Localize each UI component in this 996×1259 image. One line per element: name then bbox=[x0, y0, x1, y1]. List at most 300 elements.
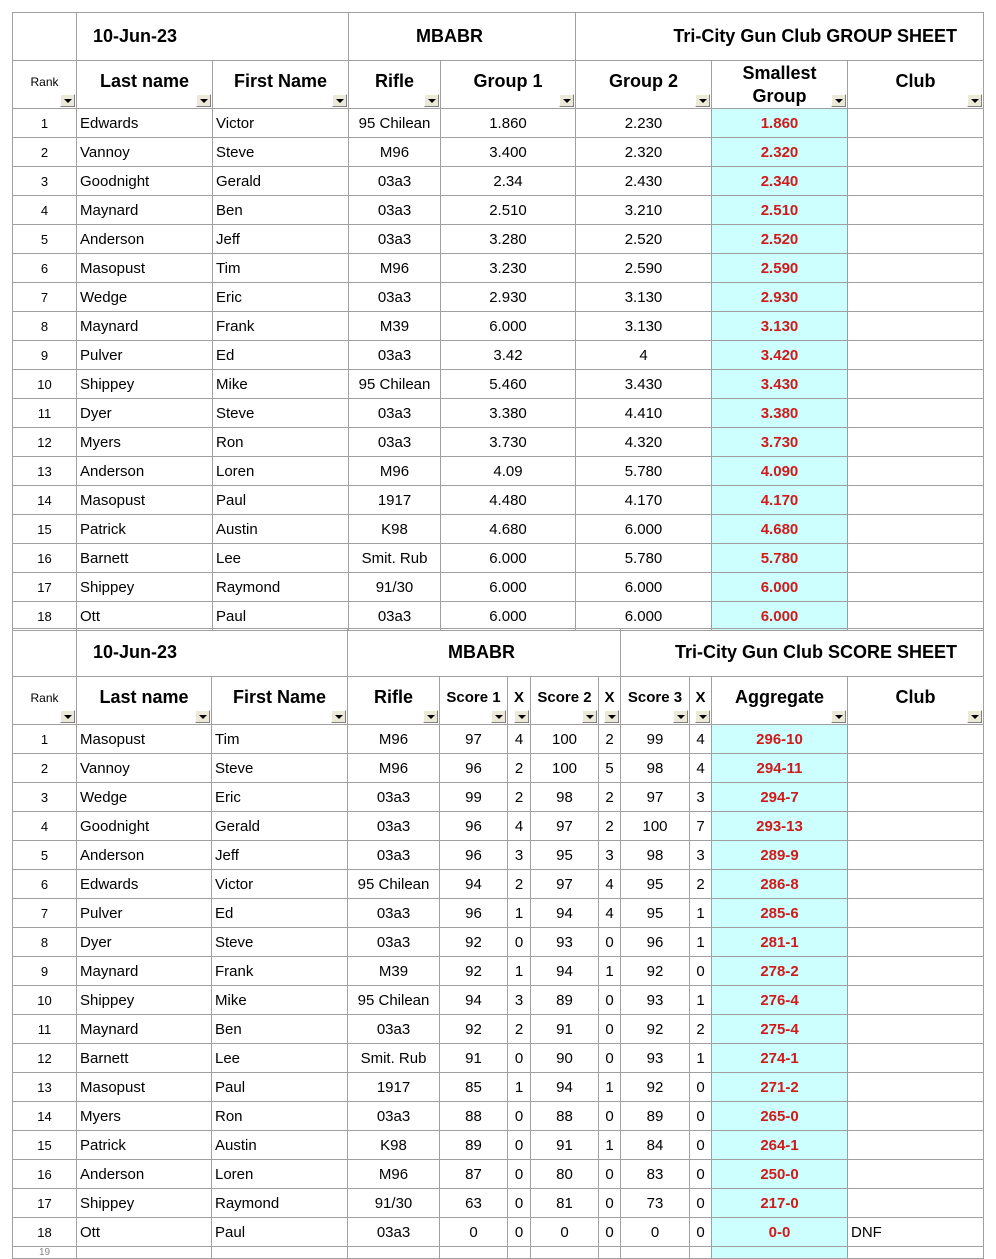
cell-first-name[interactable]: Jeff bbox=[213, 225, 349, 254]
cell-rifle[interactable]: 03a3 bbox=[349, 399, 441, 428]
cell-club[interactable] bbox=[848, 1044, 984, 1073]
cell-rifle[interactable]: M96 bbox=[348, 1160, 440, 1189]
cell-first-name[interactable]: Steve bbox=[212, 754, 348, 783]
cell-group-2[interactable]: 5.780 bbox=[576, 544, 712, 573]
cell-group-1[interactable]: 5.460 bbox=[441, 370, 576, 399]
cell-rank[interactable]: 12 bbox=[13, 428, 77, 457]
cell-x-2[interactable]: 4 bbox=[599, 870, 621, 899]
cell-aggregate[interactable] bbox=[712, 1247, 848, 1259]
cell-smallest-group[interactable]: 4.680 bbox=[712, 515, 848, 544]
cell-first-name[interactable]: Eric bbox=[213, 283, 349, 312]
cell-rifle[interactable]: 1917 bbox=[349, 486, 441, 515]
cell-x-2[interactable]: 5 bbox=[599, 754, 621, 783]
cell-last-name[interactable]: Pulver bbox=[77, 341, 213, 370]
cell-group-1[interactable]: 2.510 bbox=[441, 196, 576, 225]
cell-group-2[interactable]: 6.000 bbox=[576, 515, 712, 544]
cell-group-1[interactable]: 6.000 bbox=[441, 573, 576, 602]
cell-x-3[interactable]: 3 bbox=[690, 841, 712, 870]
cell-x-1[interactable]: 0 bbox=[508, 1102, 531, 1131]
cell-first-name[interactable]: Jeff bbox=[212, 841, 348, 870]
cell-rank[interactable]: 16 bbox=[13, 544, 77, 573]
cell-last-name[interactable]: Shippey bbox=[77, 986, 212, 1015]
cell-first-name[interactable]: Paul bbox=[213, 486, 349, 515]
cell-rifle[interactable] bbox=[348, 1247, 440, 1259]
cell-score-3[interactable]: 99 bbox=[621, 725, 690, 754]
cell-rank[interactable]: 18 bbox=[13, 1218, 77, 1247]
cell-rifle[interactable]: 03a3 bbox=[349, 225, 441, 254]
cell-x-1[interactable]: 1 bbox=[508, 957, 531, 986]
cell-score-1[interactable]: 92 bbox=[440, 957, 508, 986]
cell-group-1[interactable]: 6.000 bbox=[441, 312, 576, 341]
cell-score-2[interactable]: 93 bbox=[531, 928, 599, 957]
cell-x-2[interactable]: 0 bbox=[599, 1044, 621, 1073]
col-header-score-2[interactable]: Score 2 bbox=[531, 677, 599, 725]
cell-club[interactable] bbox=[848, 138, 984, 167]
cell-score-2[interactable]: 89 bbox=[531, 986, 599, 1015]
cell-last-name[interactable]: Myers bbox=[77, 1102, 212, 1131]
cell-last-name[interactable]: Anderson bbox=[77, 225, 213, 254]
cell-score-1[interactable]: 96 bbox=[440, 812, 508, 841]
cell-last-name[interactable]: Masopust bbox=[77, 254, 213, 283]
cell-first-name[interactable]: Mike bbox=[213, 370, 349, 399]
cell-rank[interactable]: 11 bbox=[13, 1015, 77, 1044]
cell-x-2[interactable]: 4 bbox=[599, 899, 621, 928]
cell-score-1[interactable]: 87 bbox=[440, 1160, 508, 1189]
cell-score-3[interactable]: 100 bbox=[621, 812, 690, 841]
filter-dropdown-icon[interactable] bbox=[695, 94, 710, 107]
filter-dropdown-icon[interactable] bbox=[60, 710, 75, 723]
cell-rifle[interactable]: 03a3 bbox=[348, 899, 440, 928]
cell-aggregate[interactable]: 294-7 bbox=[712, 783, 848, 812]
cell-score-2[interactable]: 97 bbox=[531, 870, 599, 899]
cell-first-name[interactable]: Tim bbox=[212, 725, 348, 754]
cell-rank[interactable]: 5 bbox=[13, 225, 77, 254]
cell-group-2[interactable]: 6.000 bbox=[576, 602, 712, 631]
cell-aggregate[interactable]: 274-1 bbox=[712, 1044, 848, 1073]
col-header-first-name[interactable]: First Name bbox=[213, 61, 349, 109]
cell-first-name[interactable] bbox=[212, 1247, 348, 1259]
cell-group-1[interactable]: 3.400 bbox=[441, 138, 576, 167]
cell-x-2[interactable]: 0 bbox=[599, 1015, 621, 1044]
cell-last-name[interactable]: Wedge bbox=[77, 783, 212, 812]
cell-aggregate[interactable]: 293-13 bbox=[712, 812, 848, 841]
cell-rifle[interactable]: 03a3 bbox=[349, 196, 441, 225]
cell-club[interactable] bbox=[848, 428, 984, 457]
cell-group-2[interactable]: 6.000 bbox=[576, 573, 712, 602]
cell-club[interactable]: DNF bbox=[848, 1218, 984, 1247]
cell-x-3[interactable]: 0 bbox=[690, 1073, 712, 1102]
cell-x-1[interactable]: 2 bbox=[508, 783, 531, 812]
cell-first-name[interactable]: Paul bbox=[213, 602, 349, 631]
cell-score-3[interactable]: 89 bbox=[621, 1102, 690, 1131]
cell-x-1[interactable]: 0 bbox=[508, 1131, 531, 1160]
filter-dropdown-icon[interactable] bbox=[196, 94, 211, 107]
cell-rank[interactable]: 17 bbox=[13, 573, 77, 602]
cell-last-name[interactable]: Goodnight bbox=[77, 167, 213, 196]
col-header-rifle[interactable]: Rifle bbox=[349, 61, 441, 109]
cell-score-1[interactable]: 94 bbox=[440, 870, 508, 899]
cell-rank[interactable]: 1 bbox=[13, 725, 77, 754]
cell-club[interactable] bbox=[848, 254, 984, 283]
cell-x-2[interactable] bbox=[599, 1247, 621, 1259]
cell-last-name[interactable]: Edwards bbox=[77, 109, 213, 138]
cell-rifle[interactable]: 03a3 bbox=[349, 602, 441, 631]
filter-dropdown-icon[interactable] bbox=[695, 710, 710, 723]
cell-rifle[interactable]: M96 bbox=[349, 457, 441, 486]
cell-rifle[interactable]: 03a3 bbox=[348, 1015, 440, 1044]
cell-score-2[interactable]: 0 bbox=[531, 1218, 599, 1247]
cell-x-1[interactable]: 2 bbox=[508, 870, 531, 899]
cell-rank[interactable]: 3 bbox=[13, 167, 77, 196]
cell-score-3[interactable]: 92 bbox=[621, 1073, 690, 1102]
cell-rank[interactable]: 4 bbox=[13, 196, 77, 225]
cell-score-3[interactable]: 95 bbox=[621, 899, 690, 928]
cell-aggregate[interactable]: 264-1 bbox=[712, 1131, 848, 1160]
cell-first-name[interactable]: Paul bbox=[212, 1218, 348, 1247]
cell-score-2[interactable]: 95 bbox=[531, 841, 599, 870]
cell-x-3[interactable]: 1 bbox=[690, 1044, 712, 1073]
cell-score-2[interactable]: 98 bbox=[531, 783, 599, 812]
cell-first-name[interactable]: Ron bbox=[213, 428, 349, 457]
cell-club[interactable] bbox=[848, 812, 984, 841]
col-header-x-2[interactable]: X bbox=[599, 677, 621, 725]
cell-rank[interactable]: 6 bbox=[13, 254, 77, 283]
cell-club[interactable] bbox=[848, 602, 984, 631]
col-header-group-2[interactable]: Group 2 bbox=[576, 61, 712, 109]
cell-club[interactable] bbox=[848, 1160, 984, 1189]
cell-club[interactable] bbox=[848, 544, 984, 573]
cell-rank[interactable]: 10 bbox=[13, 370, 77, 399]
cell-last-name[interactable]: Ott bbox=[77, 602, 213, 631]
col-header-last-name[interactable]: Last name bbox=[77, 677, 212, 725]
cell-score-2[interactable]: 94 bbox=[531, 899, 599, 928]
cell-group-2[interactable]: 2.230 bbox=[576, 109, 712, 138]
cell-last-name[interactable]: Ott bbox=[77, 1218, 212, 1247]
cell-score-1[interactable]: 85 bbox=[440, 1073, 508, 1102]
cell-x-1[interactable] bbox=[508, 1247, 531, 1259]
cell-rifle[interactable]: M96 bbox=[349, 254, 441, 283]
cell-rank[interactable]: 13 bbox=[13, 1073, 77, 1102]
cell-smallest-group[interactable]: 2.320 bbox=[712, 138, 848, 167]
col-header-club[interactable]: Club bbox=[848, 677, 984, 725]
cell-x-3[interactable]: 2 bbox=[690, 870, 712, 899]
cell-last-name[interactable]: Patrick bbox=[77, 515, 213, 544]
cell-x-3[interactable]: 1 bbox=[690, 899, 712, 928]
cell-rank[interactable]: 11 bbox=[13, 399, 77, 428]
cell-last-name[interactable]: Maynard bbox=[77, 957, 212, 986]
cell-aggregate[interactable]: 0-0 bbox=[712, 1218, 848, 1247]
cell-rank[interactable]: 10 bbox=[13, 986, 77, 1015]
cell-last-name[interactable]: Masopust bbox=[77, 486, 213, 515]
cell-group-2[interactable]: 4.320 bbox=[576, 428, 712, 457]
cell-x-1[interactable]: 2 bbox=[508, 1015, 531, 1044]
cell-x-3[interactable]: 2 bbox=[690, 1015, 712, 1044]
cell-rifle[interactable]: 03a3 bbox=[348, 1102, 440, 1131]
filter-dropdown-icon[interactable] bbox=[831, 94, 846, 107]
cell-group-1[interactable]: 3.42 bbox=[441, 341, 576, 370]
cell-club[interactable] bbox=[848, 486, 984, 515]
cell-last-name[interactable]: Masopust bbox=[77, 1073, 212, 1102]
cell-first-name[interactable]: Ed bbox=[212, 899, 348, 928]
cell-smallest-group[interactable]: 4.170 bbox=[712, 486, 848, 515]
cell-score-1[interactable]: 99 bbox=[440, 783, 508, 812]
cell-aggregate[interactable]: 296-10 bbox=[712, 725, 848, 754]
cell-rank[interactable]: 9 bbox=[13, 341, 77, 370]
cell-score-3[interactable]: 96 bbox=[621, 928, 690, 957]
cell-club[interactable] bbox=[848, 1015, 984, 1044]
filter-dropdown-icon[interactable] bbox=[967, 94, 982, 107]
filter-dropdown-icon[interactable] bbox=[831, 710, 846, 723]
cell-club[interactable] bbox=[848, 109, 984, 138]
cell-club[interactable] bbox=[848, 1131, 984, 1160]
cell-score-1[interactable]: 89 bbox=[440, 1131, 508, 1160]
cell-club[interactable] bbox=[848, 1102, 984, 1131]
cell-score-2[interactable] bbox=[531, 1247, 599, 1259]
cell-first-name[interactable]: Frank bbox=[212, 957, 348, 986]
cell-first-name[interactable]: Gerald bbox=[212, 812, 348, 841]
cell-x-1[interactable]: 3 bbox=[508, 841, 531, 870]
filter-dropdown-icon[interactable] bbox=[514, 710, 529, 723]
cell-rifle[interactable]: 95 Chilean bbox=[349, 109, 441, 138]
col-header-score-3[interactable]: Score 3 bbox=[621, 677, 690, 725]
cell-last-name[interactable]: Anderson bbox=[77, 457, 213, 486]
cell-rank[interactable]: 18 bbox=[13, 602, 77, 631]
col-header-x-3[interactable]: X bbox=[690, 677, 712, 725]
cell-first-name[interactable]: Steve bbox=[213, 138, 349, 167]
cell-first-name[interactable]: Gerald bbox=[213, 167, 349, 196]
cell-aggregate[interactable]: 286-8 bbox=[712, 870, 848, 899]
cell-score-2[interactable]: 80 bbox=[531, 1160, 599, 1189]
cell-rank[interactable]: 8 bbox=[13, 312, 77, 341]
cell-group-2[interactable]: 2.520 bbox=[576, 225, 712, 254]
cell-last-name[interactable]: Barnett bbox=[77, 1044, 212, 1073]
cell-club[interactable] bbox=[848, 225, 984, 254]
cell-first-name[interactable]: Loren bbox=[213, 457, 349, 486]
cell-score-3[interactable]: 92 bbox=[621, 957, 690, 986]
cell-aggregate[interactable]: 276-4 bbox=[712, 986, 848, 1015]
cell-x-3[interactable]: 7 bbox=[690, 812, 712, 841]
cell-club[interactable] bbox=[848, 283, 984, 312]
cell-aggregate[interactable]: 217-0 bbox=[712, 1189, 848, 1218]
cell-group-2[interactable]: 5.780 bbox=[576, 457, 712, 486]
cell-first-name[interactable]: Eric bbox=[212, 783, 348, 812]
cell-score-1[interactable]: 96 bbox=[440, 841, 508, 870]
cell-rank[interactable]: 14 bbox=[13, 1102, 77, 1131]
cell-club[interactable] bbox=[848, 1189, 984, 1218]
cell-club[interactable] bbox=[848, 457, 984, 486]
cell-rank[interactable]: 15 bbox=[13, 1131, 77, 1160]
cell-group-1[interactable]: 3.280 bbox=[441, 225, 576, 254]
cell-smallest-group[interactable]: 3.420 bbox=[712, 341, 848, 370]
cell-aggregate[interactable]: 271-2 bbox=[712, 1073, 848, 1102]
cell-smallest-group[interactable]: 2.340 bbox=[712, 167, 848, 196]
cell-last-name[interactable] bbox=[77, 1247, 212, 1259]
cell-smallest-group[interactable]: 3.130 bbox=[712, 312, 848, 341]
cell-x-1[interactable]: 0 bbox=[508, 1189, 531, 1218]
cell-club[interactable] bbox=[848, 841, 984, 870]
cell-club[interactable] bbox=[848, 928, 984, 957]
cell-x-3[interactable]: 0 bbox=[690, 1160, 712, 1189]
col-header-last-name[interactable]: Last name bbox=[77, 61, 213, 109]
cell-score-1[interactable]: 88 bbox=[440, 1102, 508, 1131]
cell-first-name[interactable]: Paul bbox=[212, 1073, 348, 1102]
cell-rank[interactable]: 8 bbox=[13, 928, 77, 957]
cell-club[interactable] bbox=[848, 1247, 984, 1259]
cell-x-2[interactable]: 0 bbox=[599, 1160, 621, 1189]
col-header-rifle[interactable]: Rifle bbox=[348, 677, 440, 725]
cell-rank[interactable]: 5 bbox=[13, 841, 77, 870]
cell-first-name[interactable]: Victor bbox=[212, 870, 348, 899]
cell-first-name[interactable]: Frank bbox=[213, 312, 349, 341]
cell-x-2[interactable]: 1 bbox=[599, 957, 621, 986]
cell-x-2[interactable]: 0 bbox=[599, 1189, 621, 1218]
cell-smallest-group[interactable]: 6.000 bbox=[712, 602, 848, 631]
cell-score-3[interactable]: 84 bbox=[621, 1131, 690, 1160]
cell-rifle[interactable]: M96 bbox=[348, 725, 440, 754]
cell-rank[interactable]: 6 bbox=[13, 870, 77, 899]
cell-score-2[interactable]: 100 bbox=[531, 754, 599, 783]
cell-last-name[interactable]: Dyer bbox=[77, 928, 212, 957]
cell-x-3[interactable]: 4 bbox=[690, 725, 712, 754]
filter-dropdown-icon[interactable] bbox=[604, 710, 619, 723]
cell-score-2[interactable]: 81 bbox=[531, 1189, 599, 1218]
cell-score-1[interactable]: 92 bbox=[440, 928, 508, 957]
cell-rifle[interactable]: 03a3 bbox=[348, 928, 440, 957]
cell-rifle[interactable]: 03a3 bbox=[348, 812, 440, 841]
cell-rank[interactable]: 19 bbox=[13, 1247, 77, 1259]
cell-rank[interactable]: 9 bbox=[13, 957, 77, 986]
cell-group-1[interactable]: 4.680 bbox=[441, 515, 576, 544]
cell-first-name[interactable]: Mike bbox=[212, 986, 348, 1015]
cell-group-1[interactable]: 2.930 bbox=[441, 283, 576, 312]
cell-score-2[interactable]: 100 bbox=[531, 725, 599, 754]
cell-rifle[interactable]: 91/30 bbox=[348, 1189, 440, 1218]
cell-group-1[interactable]: 6.000 bbox=[441, 544, 576, 573]
cell-rank[interactable]: 14 bbox=[13, 486, 77, 515]
cell-score-3[interactable] bbox=[621, 1247, 690, 1259]
cell-club[interactable] bbox=[848, 754, 984, 783]
cell-rifle[interactable]: K98 bbox=[349, 515, 441, 544]
cell-club[interactable] bbox=[848, 725, 984, 754]
filter-dropdown-icon[interactable] bbox=[332, 94, 347, 107]
cell-rifle[interactable]: 91/30 bbox=[349, 573, 441, 602]
cell-first-name[interactable]: Ed bbox=[213, 341, 349, 370]
cell-group-2[interactable]: 2.430 bbox=[576, 167, 712, 196]
cell-x-3[interactable]: 4 bbox=[690, 754, 712, 783]
cell-last-name[interactable]: Edwards bbox=[77, 870, 212, 899]
cell-score-1[interactable]: 97 bbox=[440, 725, 508, 754]
cell-last-name[interactable]: Anderson bbox=[77, 1160, 212, 1189]
cell-rifle[interactable]: 03a3 bbox=[349, 428, 441, 457]
cell-aggregate[interactable]: 275-4 bbox=[712, 1015, 848, 1044]
cell-x-2[interactable]: 2 bbox=[599, 783, 621, 812]
cell-score-3[interactable]: 92 bbox=[621, 1015, 690, 1044]
filter-dropdown-icon[interactable] bbox=[423, 710, 438, 723]
cell-score-3[interactable]: 97 bbox=[621, 783, 690, 812]
cell-score-3[interactable]: 0 bbox=[621, 1218, 690, 1247]
cell-club[interactable] bbox=[848, 341, 984, 370]
cell-group-2[interactable]: 3.130 bbox=[576, 283, 712, 312]
cell-club[interactable] bbox=[848, 370, 984, 399]
col-header-aggregate[interactable]: Aggregate bbox=[712, 677, 848, 725]
cell-group-2[interactable]: 4.410 bbox=[576, 399, 712, 428]
cell-smallest-group[interactable]: 6.000 bbox=[712, 573, 848, 602]
cell-score-3[interactable]: 98 bbox=[621, 841, 690, 870]
cell-group-1[interactable]: 6.000 bbox=[441, 602, 576, 631]
cell-x-2[interactable]: 0 bbox=[599, 928, 621, 957]
cell-club[interactable] bbox=[848, 399, 984, 428]
cell-x-2[interactable]: 2 bbox=[599, 725, 621, 754]
cell-group-2[interactable]: 4 bbox=[576, 341, 712, 370]
cell-last-name[interactable]: Wedge bbox=[77, 283, 213, 312]
filter-dropdown-icon[interactable] bbox=[491, 710, 506, 723]
cell-score-3[interactable]: 83 bbox=[621, 1160, 690, 1189]
col-header-rank[interactable]: Rank bbox=[13, 677, 77, 725]
cell-first-name[interactable]: Raymond bbox=[212, 1189, 348, 1218]
cell-group-1[interactable]: 4.480 bbox=[441, 486, 576, 515]
cell-rifle[interactable]: Smit. Rub bbox=[348, 1044, 440, 1073]
cell-score-1[interactable]: 94 bbox=[440, 986, 508, 1015]
cell-group-2[interactable]: 3.430 bbox=[576, 370, 712, 399]
cell-group-2[interactable]: 4.170 bbox=[576, 486, 712, 515]
cell-smallest-group[interactable]: 2.590 bbox=[712, 254, 848, 283]
cell-x-1[interactable]: 4 bbox=[508, 812, 531, 841]
cell-rifle[interactable]: 03a3 bbox=[349, 167, 441, 196]
cell-x-1[interactable]: 0 bbox=[508, 1218, 531, 1247]
cell-rank[interactable]: 17 bbox=[13, 1189, 77, 1218]
filter-dropdown-icon[interactable] bbox=[195, 710, 210, 723]
filter-dropdown-icon[interactable] bbox=[331, 710, 346, 723]
cell-last-name[interactable]: Maynard bbox=[77, 1015, 212, 1044]
cell-rifle[interactable]: 95 Chilean bbox=[349, 370, 441, 399]
cell-smallest-group[interactable]: 2.510 bbox=[712, 196, 848, 225]
cell-last-name[interactable]: Dyer bbox=[77, 399, 213, 428]
cell-last-name[interactable]: Masopust bbox=[77, 725, 212, 754]
cell-rifle[interactable]: 03a3 bbox=[348, 1218, 440, 1247]
cell-club[interactable] bbox=[848, 899, 984, 928]
cell-score-1[interactable]: 96 bbox=[440, 899, 508, 928]
cell-last-name[interactable]: Maynard bbox=[77, 312, 213, 341]
filter-dropdown-icon[interactable] bbox=[559, 94, 574, 107]
cell-smallest-group[interactable]: 2.520 bbox=[712, 225, 848, 254]
cell-x-1[interactable]: 2 bbox=[508, 754, 531, 783]
cell-rifle[interactable]: 03a3 bbox=[349, 341, 441, 370]
col-header-club[interactable]: Club bbox=[848, 61, 984, 109]
cell-x-3[interactable]: 0 bbox=[690, 1189, 712, 1218]
cell-group-2[interactable]: 3.130 bbox=[576, 312, 712, 341]
cell-score-2[interactable]: 91 bbox=[531, 1015, 599, 1044]
cell-first-name[interactable]: Lee bbox=[213, 544, 349, 573]
cell-x-1[interactable]: 0 bbox=[508, 928, 531, 957]
cell-x-2[interactable]: 0 bbox=[599, 986, 621, 1015]
cell-rifle[interactable]: M39 bbox=[348, 957, 440, 986]
cell-x-1[interactable]: 4 bbox=[508, 725, 531, 754]
cell-score-3[interactable]: 93 bbox=[621, 986, 690, 1015]
cell-last-name[interactable]: Shippey bbox=[77, 573, 213, 602]
cell-smallest-group[interactable]: 3.730 bbox=[712, 428, 848, 457]
cell-first-name[interactable]: Loren bbox=[212, 1160, 348, 1189]
cell-rank[interactable]: 3 bbox=[13, 783, 77, 812]
cell-rifle[interactable]: 03a3 bbox=[348, 841, 440, 870]
cell-club[interactable] bbox=[848, 1073, 984, 1102]
cell-x-3[interactable]: 3 bbox=[690, 783, 712, 812]
cell-score-3[interactable]: 98 bbox=[621, 754, 690, 783]
cell-first-name[interactable]: Austin bbox=[213, 515, 349, 544]
cell-first-name[interactable]: Steve bbox=[212, 928, 348, 957]
cell-rifle[interactable]: 95 Chilean bbox=[348, 870, 440, 899]
cell-x-2[interactable]: 1 bbox=[599, 1073, 621, 1102]
cell-rifle[interactable]: 1917 bbox=[348, 1073, 440, 1102]
